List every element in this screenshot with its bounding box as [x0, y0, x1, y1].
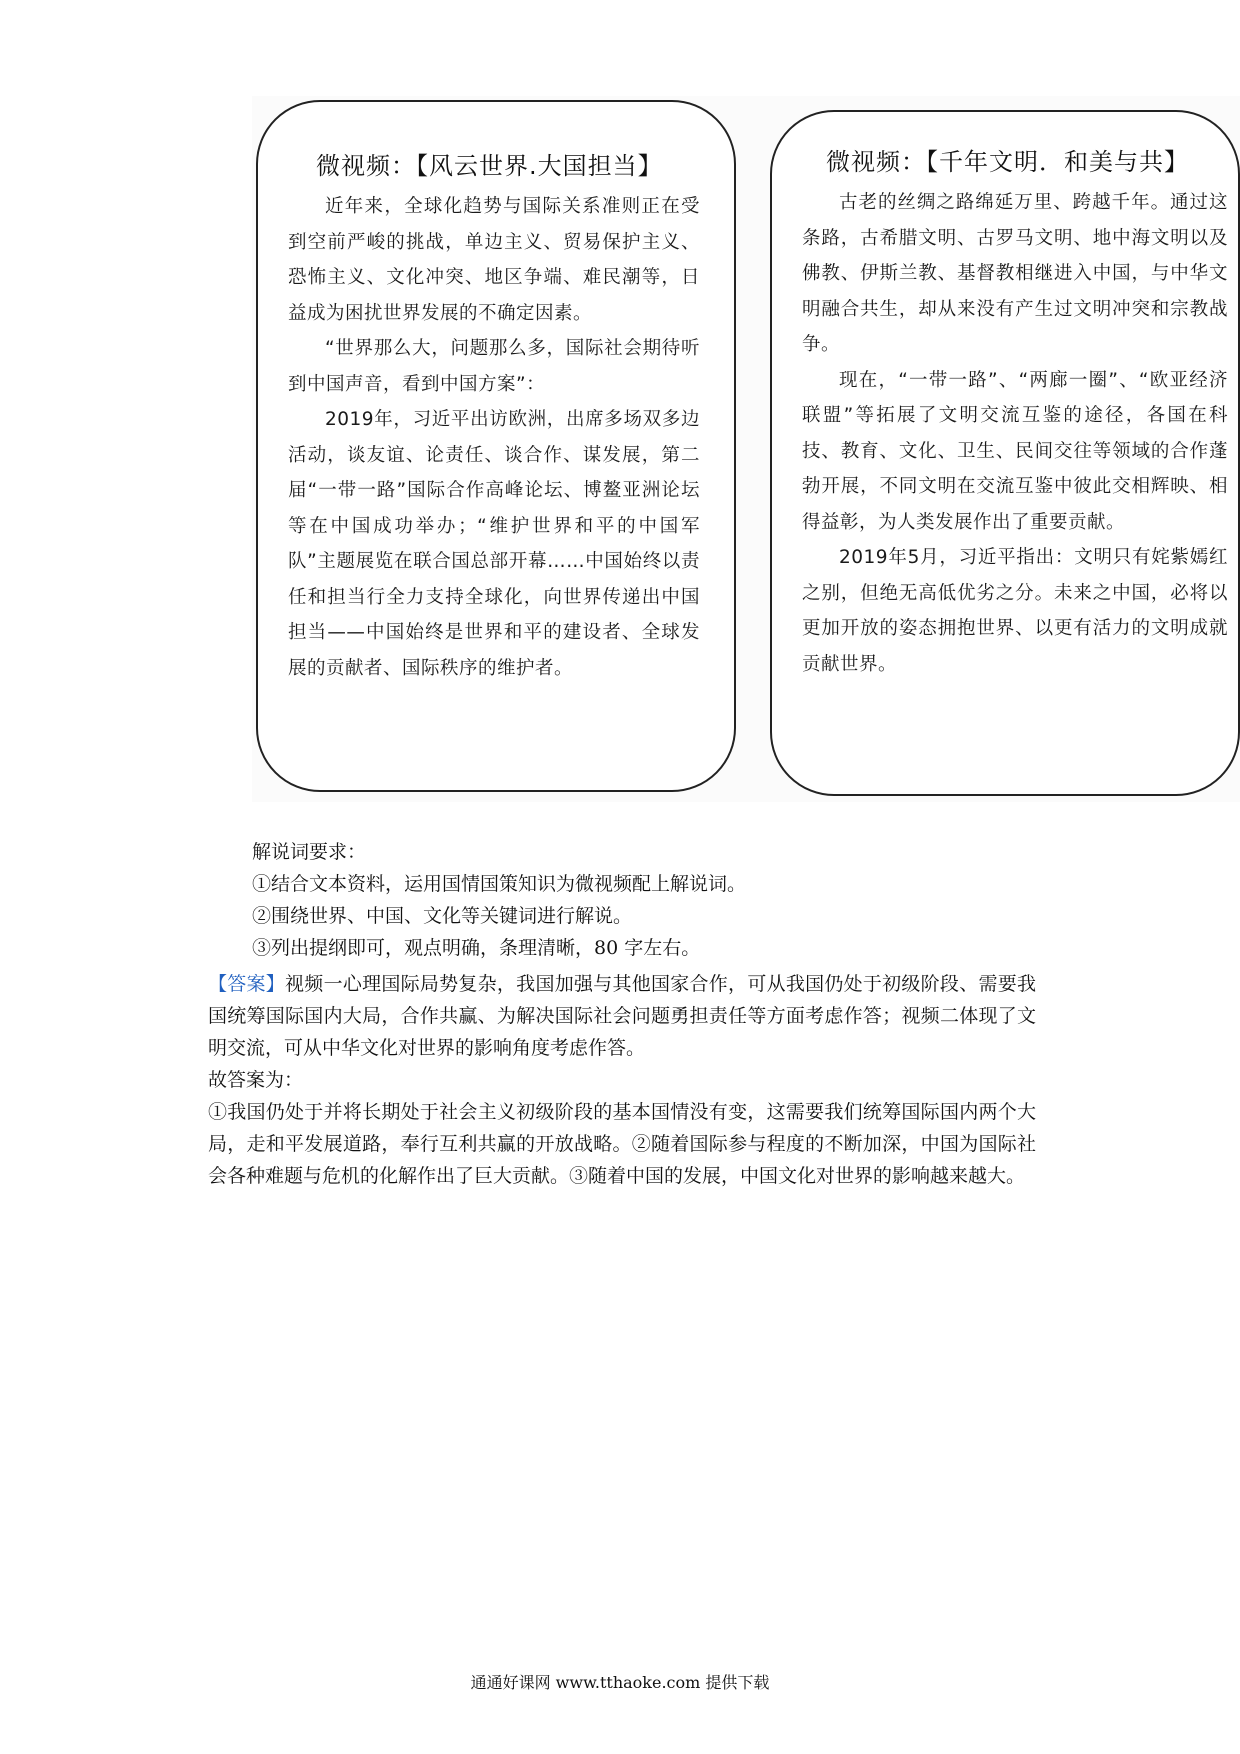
requirements-section	[252, 836, 1032, 964]
card-paragraph: 2019年5月，习近平指出：文明只有姹紫嫣红之别，但绝无高低优劣之分。未来之中国，必将以更加开放的姿态拥抱世界、以更有活力的文明成就贡献世界。	[802, 547, 1228, 675]
answer-tag: 【答案】	[208, 973, 286, 995]
requirements-heading: 解说词要求：	[252, 841, 367, 863]
answer-final: ①我国仍处于并将长期处于社会主义初级阶段的基本国情没有变，这需要我们统筹国际国内两个大局，走和平发展道路，奉行互利共赢的开放战略。②随着国际参与程度的不断加深，中国为国际社会各种难题与危机的化解作出了巨大贡献。③随着中国的发展，中国文化对世界的影响越来越大。	[208, 1101, 1036, 1187]
card-paragraph: 古老的丝绸之路绵延万里、跨越千年。通过这条路，古希腊文明、古罗马文明、地中海文明以及佛教、伊斯兰教、基督教相继进入中国，与中华文明融合共生，却从来没有产生过文明冲突和宗教战争。	[802, 192, 1228, 355]
card-title: 微视频：【风云世界.大国担当】	[316, 152, 663, 180]
answer-lead: 故答案为：	[208, 1069, 304, 1091]
requirement-item: ②围绕世界、中国、文化等关键词进行解说。	[252, 905, 633, 927]
video-card-right	[770, 110, 1240, 796]
card-title: 微视频：【千年文明．和美与共】	[826, 148, 1189, 176]
answer-analysis-text: 视频一心理国际局势复杂，我国加强与其他国家合作，可从我国仍处于初级阶段、需要我国统筹国际国内大局，合作共赢、为解决国际社会问题勇担责任等方面考虑作答；视频二体现了文明交流，可从中华文化对世界的影响角度考虑作答。	[208, 973, 1036, 1059]
page-footer: 通通好课网 www.tthaoke.com 提供下载	[470, 1673, 770, 1692]
requirement-item: ③列出提纲即可，观点明确，条理清晰，80 字左右。	[252, 937, 701, 959]
card-paragraph: “世界那么大，问题那么多，国际社会期待听到中国声音，看到中国方案”：	[288, 338, 700, 395]
answer-analysis	[208, 968, 1036, 1064]
answer-section	[208, 968, 1036, 1192]
card-paragraph: 现在，“一带一路”、“两廊一圈”、“欧亚经济联盟”等拓展了文明交流互鉴的途径，各国在科技、教育、文化、卫生、民间交往等领域的合作蓬勃开展，不同文明在交流互鉴中彼此交相辉映、相得益彰，为人类发展作出了重要贡献。	[802, 369, 1228, 533]
requirement-item: ①结合文本资料，运用国情国策知识为微视频配上解说词。	[252, 873, 747, 895]
video-card-left	[256, 100, 736, 792]
card-paragraph: 近年来，全球化趋势与国际关系准则正在受到空前严峻的挑战，单边主义、贸易保护主义、恐怖主义、文化冲突、地区争端、难民潮等，日益成为困扰世界发展的不确定因素。	[288, 196, 700, 324]
scanned-figure	[252, 96, 1240, 802]
card-paragraph: 2019年，习近平出访欧洲，出席多场双多边活动，谈友谊、论责任、谈合作、谋发展，第二届“一带一路”国际合作高峰论坛、博鳌亚洲论坛等在中国成功举办；“维护世界和平的中国军队”主题展览在联合国总部开幕……中国始终以责任和担当行全力支持全球化，向世界传递出中国担当——中国始终是世界和平的建设者、全球发展的贡献者、国际秩序的维护者。	[288, 409, 700, 679]
